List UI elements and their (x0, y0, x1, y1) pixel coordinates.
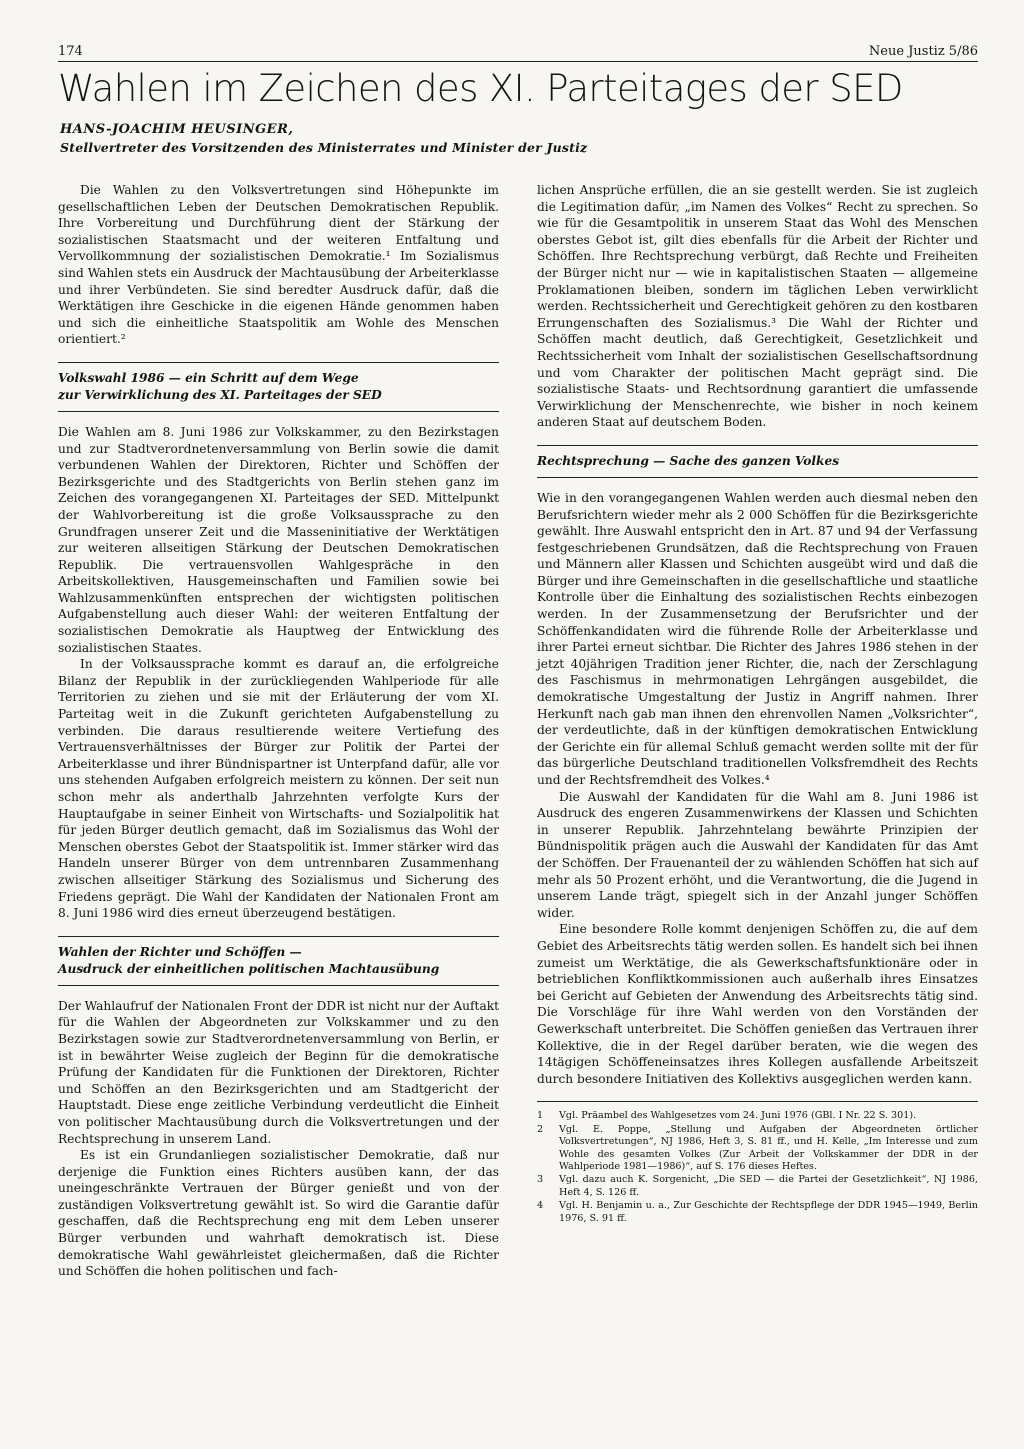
paragraph: Es ist ein Grundanliegen sozialistischer Demokratie, daß nur derjenige die Funktion eines Richters ausüben kann, der das uneingeschränkte Vertrauen der Bürger genießt und von der zuständigen Volksvertretung gewählt ist. So wird die Garantie dafür geschaffen, daß die Rechtsprechung eng mit dem Leben unserer Bürger verbunden und wahrhaft demokratisch ist. Diese demokratische Wahl gewährleistet gleichermaßen, daß die Richter und Schöffen die hohen politischen und fach- (58, 1148, 499, 1279)
section-heading-line: Wahlen der Richter und Schöffen — (58, 944, 302, 959)
page-number: 174 (58, 44, 83, 59)
footnote-text: Vgl. dazu auch K. Sorgenicht, „Die SED — die Partei der Gesetzlichkeit“, NJ 1986, Heft 4, S. 126 ff. (559, 1174, 978, 1198)
footnote (537, 1110, 978, 1122)
section-heading-line: Volkswahl 1986 — ein Schritt auf dem Wege (58, 370, 359, 385)
section-heading-line: Ausdruck der einheitlichen politischen Machtausübung (58, 961, 440, 976)
paragraph: Wie in den vorangegangenen Wahlen werden auch diesmal neben den Berufsrichtern wieder mehr als 2 000 Schöffen für die Bezirksgerichte gewählt. Ihre Auswahl entspricht den in Art. 87 und 94 der Verfassung festgeschriebenen Grundsätzen, daß die Rechtsprechung von Frauen und Männern aller Klassen und Schichten ausgeübt wird und daß die Bürger und ihre Gemeinschaften in die gesellschaftliche und staatliche Kontrolle über die Einhaltung des sozialistischen Rechts einbezogen werden. In der Zusammensetzung der Berufsrichter und der Schöffenkandidaten wird die führende Rolle der Arbeiterklasse und ihrer Partei erneut sichtbar. Die Richter des Jahres 1986 stehen in der jetzt 40jährigen Tradition jener Richter, die, nach der Zerschlagung des Faschismus in mehrmonatigen Lehrgängen ausgebildet, die demokratische Umgestaltung der Justiz in Angriff nahmen. Ihrer Herkunft nach gab man ihnen den ehrenvollen Namen „Volksrichter“, der verdeutlichte, daß in der künftigen demokratischen Entwicklung der Gerichte ein für allemal Schluß gemacht werden sollte mit der für das bürgerliche Deutschland traditionellen Volksfremdheit des Rechts und der Rechtsfremdheit des Volkes.⁴ (537, 490, 978, 787)
article-title: Wahlen im Zeichen des XI. Parteitages der SED (58, 67, 903, 110)
footnotes (537, 1110, 978, 1225)
page (58, 44, 978, 1279)
left-column (58, 182, 499, 1280)
footnote-rule (537, 1101, 978, 1102)
journal-issue: Neue Justiz 5/86 (868, 44, 978, 59)
footnote-number: 1 (537, 1110, 544, 1122)
section-heading-line: Rechtsprechung — Sache des ganzen Volkes (537, 453, 840, 468)
footnote (537, 1124, 978, 1174)
paragraph: Der Wahlaufruf der Nationalen Front der DDR ist nicht nur der Auftakt für die Wahlen der Abgeordneten zur Volkskammer und zu den Bezirkstagen sowie zur Stadtverordnetenversammlung von Berlin, er ist in bewährter Weise zugleich der Beginn für die demokratische Prüfung der Kandidaten für die Funktionen der Direktoren, Richter und Schöffen an den Bezirksgerichten und am Stadtgericht der Hauptstadt. Diese enge zeitliche Verbindung verdeutlicht die Einheit von politischer Machtausübung durch die Volksvertretungen und der Rechtsprechung in unserem Land. (58, 998, 499, 1146)
footnote-text: Vgl. Präambel des Wahlgesetzes vom 24. Juni 1976 (GBl. I Nr. 22 S. 301). (559, 1110, 917, 1122)
footnote-number: 4 (537, 1200, 544, 1212)
footnote-number: 2 (537, 1123, 544, 1135)
section-heading-richterwahl (58, 936, 499, 986)
running-header (58, 44, 978, 60)
footnote-text: Vgl. H. Benjamin u. a., Zur Geschichte der Rechtspflege der DDR 1945—1949, Berlin 1976, S. 91 ff. (559, 1200, 978, 1224)
footnote-number: 3 (537, 1174, 544, 1186)
article-body (58, 182, 978, 1280)
author-affiliation: Stellvertreter des Vorsitzenden des Ministerrates und Minister der Justiz (60, 140, 588, 155)
header-rule (58, 61, 978, 62)
paragraph: lichen Ansprüche erfüllen, die an sie gestellt werden. Sie ist zugleich die Legitimation dafür, „im Namen des Volkes“ Recht zu sprechen. So wie für die Gesamtpolitik in unserem Staat das Wohl des Menschen oberstes Gebot ist, gilt dies ebenfalls für die Arbeit der Richter und Schöffen. Ihre Rechtsprechung verbürgt, daß Rechte und Freiheiten der Bürger nicht nur — wie in kapitalistischen Staaten — allgemeine Proklamationen bleiben, sondern im täglichen Leben verwirklicht werden. Rechtssicherheit und Gerechtigkeit gehören zu den kostbaren Errungenschaften des Sozialismus.³ Die Wahl der Richter und Schöffen macht deutlich, daß Gerechtigkeit, Gesetzlichkeit und Rechtssicherheit vom Inhalt der sozialistischen Gesellschaftsordnung und vom Charakter der politischen Macht geprägt sind. Die sozialistische Staats- und Rechtsordnung garantiert die umfassende Verwirklichung der Menschenrechte, wie bisher in noch keinem anderen Staat auf deutschem Boden. (537, 183, 978, 430)
paragraph: Die Auswahl der Kandidaten für die Wahl am 8. Juni 1986 ist Ausdruck des engeren Zusammenwirkens der Klassen und Schichten in unserer Republik. Jahrzehntelang bewährte Prinzipien der Bündnispolitik prägen auch die Auswahl der Kandidaten für das Amt der Schöffen. Der Frauenanteil der zu wählenden Schöffen hat sich auf mehr als 50 Prozent erhöht, und die Verantwortung, die die Jugend in unserem Lande trägt, spiegelt sich in der Anzahl junger Schöffen wider. (537, 789, 978, 920)
intro-paragraph: Die Wahlen zu den Volksvertretungen sind Höhepunkte im gesellschaftlichen Leben der Deutschen Demokratischen Republik. Ihre Vorbereitung und Durchführung dient der Stärkung der sozialistischen Staatsmacht und der weiteren Entfaltung und Vervollkommnung der sozialistischen Demokratie.¹ Im Sozialismus sind Wahlen stets ein Ausdruck der Machtausübung der Arbeiterklasse und ihrer Verbündeten. Sie sind beredter Ausdruck dafür, daß die Werktätigen ihre Geschicke in die eigenen Hände genommen haben und sich die einheitliche Staatspolitik am Wohle des Menschen orientiert.² (58, 183, 499, 347)
section-heading-line: zur Verwirklichung des XI. Parteitages der SED (58, 387, 382, 402)
footnote-text: Vgl. E. Poppe, „Stellung und Aufgaben der Abgeordneten örtlicher Volksvertretungen“, NJ 1986, Heft 3, S. 81 ff., und H. Kelle, „Im Interesse und zum Wohle des gesamten Volkes (Zur Arbeit der Volkskammer der DDR in der Wahlperiode 1981—1986)“, auf S. 176 dieses Heftes. (559, 1123, 978, 1172)
author-name: HANS-JOACHIM HEUSINGER, (60, 122, 294, 137)
section-heading-rechtsprechung (537, 445, 978, 478)
paragraph: Eine besondere Rolle kommt denjenigen Schöffen zu, die auf dem Gebiet des Arbeitsrechts tätig werden sollen. Es handelt sich bei ihnen zumeist um Werktätige, die als Gewerkschaftsfunktionäre oder in betrieblichen Konfliktkommissionen auch außerhalb ihres Einsatzes bei Gericht auf Gebieten der Anwendung des Arbeitsrechts tätig sind. Die Vorschläge für ihre Wahl werden von den Vorständen der Gewerkschaft unterbreitet. Die Schöffen genießen das Vertrauen ihrer Kollektive, die in der Regel darüber beraten, wie die wegen des 14tägigen Schöffeneinsatzes ihres Kollegen ausfallende Arbeitszeit durch besondere Initiativen des Kollektivs ausgeglichen werden kann. (537, 922, 978, 1086)
footnote (537, 1174, 978, 1199)
right-column (537, 182, 978, 1280)
paragraph: In der Volksaussprache kommt es darauf an, die erfolgreiche Bilanz der Republik in der zurückliegenden Wahlperiode für alle Territorien zu ziehen und sie mit der Erläuterung der vom XI. Parteitag weit in die Zukunft gerichteten Aufgabenstellung zu verbinden. Die daraus resultierende weitere Vertiefung des Vertrauensverhältnisses der Bürger zur Politik der Partei der Arbeiterklasse und ihrer Bündnispartner ist Unterpfand dafür, alle vor uns stehenden Aufgaben erfolgreich meistern zu können. Der seit nun schon mehr als anderthalb Jahrzehnten verfolgte Kurs der Hauptaufgabe in seiner Einheit von Wirtschafts- und Sozialpolitik hat für jeden Bürger deutlich gemacht, daß im Sozialismus das Wohl der Menschen oberstes Gebot der Staatspolitik ist. Immer stärker wird das Handeln unserer Bürger von dem untrennbaren Zusammenhang zwischen allseitiger Stärkung des Sozialismus und Sicherung des Friedens geprägt. Die Wahl der Kandidaten der Nationalen Front am 8. Juni 1986 wird dies erneut überzeugend bestätigen. (58, 657, 499, 921)
footnote (537, 1200, 978, 1225)
paragraph: Die Wahlen am 8. Juni 1986 zur Volkskammer, zu den Bezirkstagen und zur Stadtverordnetenversammlung von Berlin sowie die damit verbundenen Wahlen der Direktoren, Richter und Schöffen der Bezirksgerichte und des Stadtgerichts von Berlin stehen ganz im Zeichen des vorangegangenen XI. Parteitages der SED. Mittelpunkt der Wahlvorbereitung ist die große Volksaussprache zu den Grundfragen unserer Zeit und die Masseninitiative der Werktätigen zur weiteren allseitigen Stärkung der Deutschen Demokratischen Republik. Die vertrauensvollen Wahlgespräche in den Arbeitskollektiven, Hausgemeinschaften und Familien sowie bei Wahlzusammenkünften entsprechen der wichtigsten politischen Aufgabenstellung auch dieser Wahl: der weiteren Entfaltung der sozialistischen Demokratie als Hauptweg der Entwicklung des sozialistischen Staates. (58, 424, 499, 655)
section-heading-volkswahl (58, 362, 499, 412)
